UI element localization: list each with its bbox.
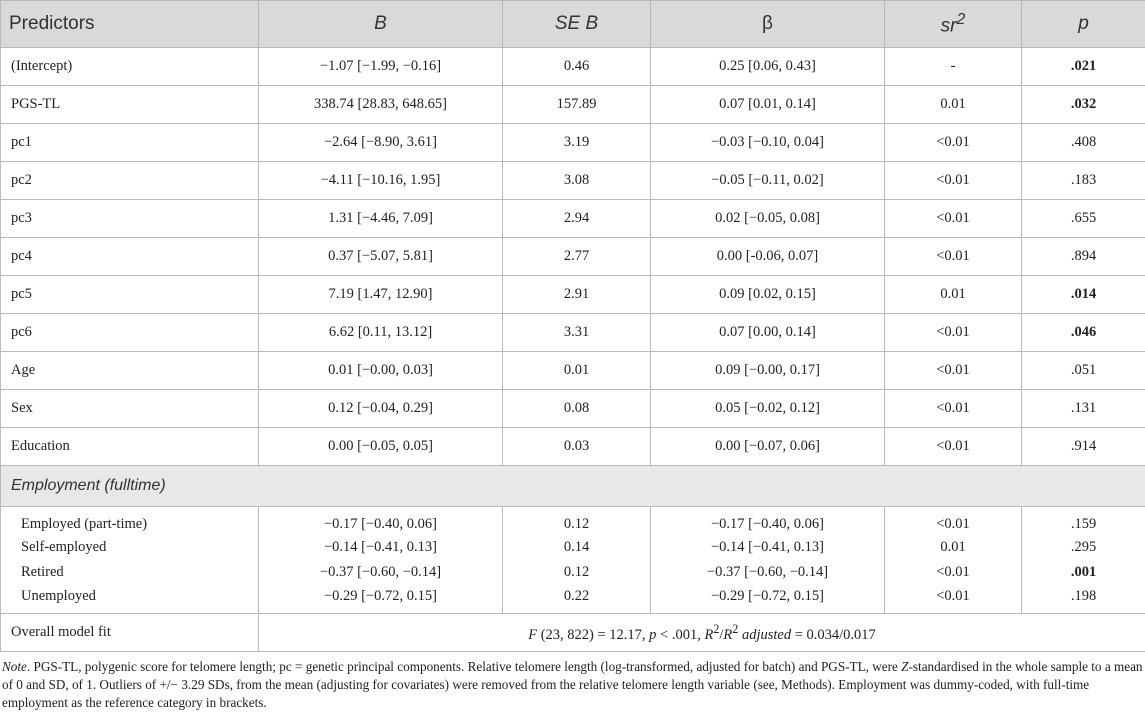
table-row [1, 314, 1145, 352]
cell-b: 1.31 [−4.46, 7.09] [259, 200, 503, 238]
table-row [1, 507, 1145, 536]
cell-se-b: 0.03 [503, 428, 651, 466]
cell-se-b: 0.14 [503, 535, 651, 560]
note-part2: -standardised in the whole sample to a mean of 0 and SD, of 1. Outliers of +/− 3.29 SDs, from the mean (adjusting for covariates) were removed from the relative telomere length variable (see, Methods). Employment was dummy-coded, with full-time employment as the reference category in brackets. [2, 659, 1143, 710]
cell-se-b: 0.08 [503, 390, 651, 428]
table-row [1, 200, 1145, 238]
cell-beta: −0.14 [−0.41, 0.13] [651, 535, 885, 560]
table-note [0, 652, 1145, 712]
cell-beta: 0.02 [−0.05, 0.08] [651, 200, 885, 238]
cell-predictor: Employed (part-time) [1, 507, 259, 536]
cell-p [1022, 314, 1145, 352]
cell-predictor: pc2 [1, 162, 259, 200]
cell-p: .183 [1022, 162, 1145, 200]
cell-beta: 0.05 [−0.02, 0.12] [651, 390, 885, 428]
cell-p-bold: .021 [1070, 58, 1097, 74]
group-header-row [1, 466, 1145, 507]
cell-b: 6.62 [0.11, 13.12] [259, 314, 503, 352]
cell-se-b: 0.22 [503, 585, 651, 614]
fit-df: (23, 822) = 12.17, [537, 626, 650, 643]
table-row [1, 162, 1145, 200]
fit-sup2: 2 [732, 621, 739, 636]
cell-sr2: 0.01 [885, 86, 1022, 124]
cell-se-b: 0.46 [503, 48, 651, 86]
cell-b: 0.12 [−0.04, 0.29] [259, 390, 503, 428]
header-predictors: Predictors [1, 1, 259, 48]
cell-se-b: 2.91 [503, 276, 651, 314]
note-z: Z [901, 659, 909, 674]
cell-sr2: <0.01 [885, 428, 1022, 466]
fit-p: p [649, 626, 657, 643]
cell-se-b: 0.12 [503, 507, 651, 536]
cell-p: .894 [1022, 238, 1145, 276]
cell-p-bold: .032 [1070, 96, 1097, 112]
cell-b: 0.01 [−0.00, 0.03] [259, 352, 503, 390]
cell-p-bold: .001 [1070, 564, 1097, 580]
cell-sr2: <0.01 [885, 162, 1022, 200]
cell-beta: −0.05 [−0.11, 0.02] [651, 162, 885, 200]
cell-p: .295 [1022, 535, 1145, 560]
cell-predictor: Age [1, 352, 259, 390]
cell-se-b: 0.12 [503, 560, 651, 585]
table-row [1, 535, 1145, 560]
cell-se-b: 0.01 [503, 352, 651, 390]
note-label: Note [2, 659, 27, 674]
cell-predictor: PGS-TL [1, 86, 259, 124]
header-sr2-sup: 2 [956, 10, 966, 28]
cell-sr2: <0.01 [885, 200, 1022, 238]
model-fit-row [1, 614, 1145, 652]
cell-b: 0.00 [−0.05, 0.05] [259, 428, 503, 466]
cell-beta: 0.07 [0.00, 0.14] [651, 314, 885, 352]
cell-se-b: 2.77 [503, 238, 651, 276]
cell-se-b: 3.08 [503, 162, 651, 200]
cell-p: .408 [1022, 124, 1145, 162]
cell-p: .131 [1022, 390, 1145, 428]
cell-sr2: <0.01 [885, 352, 1022, 390]
cell-predictor: pc4 [1, 238, 259, 276]
cell-sr2: <0.01 [885, 390, 1022, 428]
table-body [1, 48, 1145, 652]
table-row [1, 276, 1145, 314]
cell-b: −0.29 [−0.72, 0.15] [259, 585, 503, 614]
header-b: B [259, 1, 503, 48]
group-header-employment: Employment (fulltime) [1, 466, 1145, 507]
fit-value: = 0.034/0.017 [791, 626, 876, 643]
cell-se-b: 2.94 [503, 200, 651, 238]
cell-sr2: <0.01 [885, 124, 1022, 162]
cell-b: −1.07 [−1.99, −0.16] [259, 48, 503, 86]
fit-adjusted: adjusted [738, 626, 792, 643]
header-sr2 [885, 1, 1022, 48]
cell-beta: 0.09 [0.02, 0.15] [651, 276, 885, 314]
cell-p [1022, 86, 1145, 124]
cell-predictor: pc3 [1, 200, 259, 238]
note-part1: . PGS-TL, polygenic score for telomere length; pc = genetic principal components. Relative telomere length (log-transformed, adjusted for batch) and PGS-TL, were [26, 659, 902, 674]
header-se-b: SE B [503, 1, 651, 48]
cell-se-b: 3.31 [503, 314, 651, 352]
fit-r2b: R [723, 626, 733, 643]
cell-p: .914 [1022, 428, 1145, 466]
cell-beta: −0.03 [−0.10, 0.04] [651, 124, 885, 162]
cell-p [1022, 276, 1145, 314]
model-fit-value [259, 614, 1145, 652]
table-row [1, 124, 1145, 162]
cell-beta: 0.00 [-0.06, 0.07] [651, 238, 885, 276]
table-row [1, 390, 1145, 428]
cell-predictor: pc5 [1, 276, 259, 314]
header-sr2-base: sr [940, 15, 957, 37]
cell-predictor: Retired [1, 560, 259, 585]
cell-beta: 0.25 [0.06, 0.43] [651, 48, 885, 86]
cell-predictor: pc6 [1, 314, 259, 352]
cell-b: 338.74 [28.83, 648.65] [259, 86, 503, 124]
table-row [1, 238, 1145, 276]
cell-b: −4.11 [−10.16, 1.95] [259, 162, 503, 200]
cell-predictor: Self-employed [1, 535, 259, 560]
header-p: p [1022, 1, 1145, 48]
cell-p: .159 [1022, 507, 1145, 536]
cell-sr2: 0.01 [885, 535, 1022, 560]
fit-r2a: R [704, 626, 714, 643]
cell-beta: 0.07 [0.01, 0.14] [651, 86, 885, 124]
cell-sr2: 0.01 [885, 276, 1022, 314]
table-row [1, 428, 1145, 466]
cell-p: .198 [1022, 585, 1145, 614]
cell-beta: −0.37 [−0.60, −0.14] [651, 560, 885, 585]
fit-slash: / [719, 626, 724, 643]
cell-b: −0.17 [−0.40, 0.06] [259, 507, 503, 536]
cell-sr2: <0.01 [885, 507, 1022, 536]
cell-beta: −0.29 [−0.72, 0.15] [651, 585, 885, 614]
cell-sr2: - [885, 48, 1022, 86]
cell-predictor: (Intercept) [1, 48, 259, 86]
cell-p: .051 [1022, 352, 1145, 390]
fit-sup1: 2 [713, 621, 720, 636]
cell-b: 7.19 [1.47, 12.90] [259, 276, 503, 314]
cell-sr2: <0.01 [885, 560, 1022, 585]
cell-predictor: Unemployed [1, 585, 259, 614]
cell-sr2: <0.01 [885, 585, 1022, 614]
table-row [1, 352, 1145, 390]
cell-beta: 0.09 [−0.00, 0.17] [651, 352, 885, 390]
cell-b: −2.64 [−8.90, 3.61] [259, 124, 503, 162]
cell-se-b: 157.89 [503, 86, 651, 124]
cell-b: −0.14 [−0.41, 0.13] [259, 535, 503, 560]
cell-b: −0.37 [−0.60, −0.14] [259, 560, 503, 585]
cell-p-bold: .046 [1070, 324, 1097, 340]
cell-beta: 0.00 [−0.07, 0.06] [651, 428, 885, 466]
cell-p [1022, 560, 1145, 585]
cell-predictor: pc1 [1, 124, 259, 162]
cell-sr2: <0.01 [885, 238, 1022, 276]
header-beta: β [651, 1, 885, 48]
cell-predictor: Sex [1, 390, 259, 428]
fit-p-text: < .001, [656, 626, 705, 643]
table-row [1, 585, 1145, 614]
cell-beta: −0.17 [−0.40, 0.06] [651, 507, 885, 536]
fit-f: F [528, 626, 538, 643]
model-fit-label: Overall model fit [1, 614, 259, 652]
cell-p-bold: .014 [1070, 286, 1097, 302]
cell-b: 0.37 [−5.07, 5.81] [259, 238, 503, 276]
cell-predictor: Education [1, 428, 259, 466]
table-row [1, 48, 1145, 86]
cell-sr2: <0.01 [885, 314, 1022, 352]
cell-p: .655 [1022, 200, 1145, 238]
table-row [1, 86, 1145, 124]
cell-se-b: 3.19 [503, 124, 651, 162]
cell-p [1022, 48, 1145, 86]
table-row [1, 560, 1145, 585]
header-row [1, 1, 1145, 48]
